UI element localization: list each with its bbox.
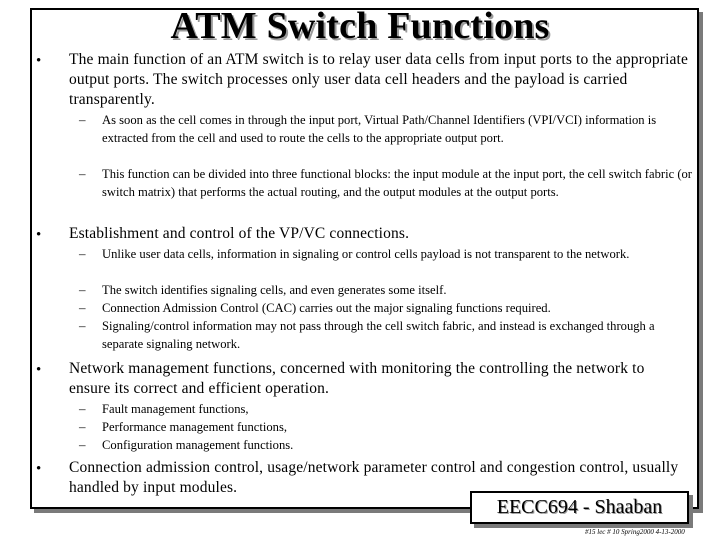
dash-marker: – [79, 437, 86, 452]
bullet-marker: • [36, 53, 42, 69]
dash-marker: – [79, 318, 86, 333]
sub-bullet-text: This function can be divided into three functional blocks: the input module at the input port, the cell switch fabric (or switch matrix) that performs the actual routing, and the output modules at the output ports. [102, 167, 692, 199]
bullet-marker: • [36, 227, 42, 243]
dash-marker: – [79, 282, 86, 297]
bullet-marker: • [36, 461, 42, 477]
dash-marker: – [79, 419, 86, 434]
dash-marker: – [79, 401, 86, 416]
dash-marker: – [79, 246, 86, 261]
slide-footer: #15 lec # 10 Spring2000 4-13-2000 [585, 528, 685, 536]
bullet-text: Establishment and control of the VP/VC connections. [69, 225, 410, 242]
sub-bullet-text: Signaling/control information may not pass through the cell switch fabric, and instead is exchanged through a separate signaling network. [102, 319, 655, 351]
dash-marker: – [79, 166, 86, 181]
dash-marker: – [79, 112, 86, 127]
slide-title: ATM Switch Functions [170, 5, 550, 47]
sub-bullet-text: Performance management functions, [102, 420, 287, 434]
dash-marker: – [79, 300, 86, 315]
sub-bullet-text: Unlike user data cells, information in signaling or control cells payload is not transparent to the network. [102, 247, 630, 261]
bullet-text: Network management functions, concerned with monitoring the controlling the network to ensure its correct and efficient operation. [69, 360, 645, 397]
sub-bullet-text: Fault management functions, [102, 402, 249, 416]
bullet-text: The main function of an ATM switch is to relay user data cells from input ports to the appropriate output ports. The switch processes only user data cell headers and the payload is carried transparently. [69, 51, 689, 108]
bullet-text: Connection admission control, usage/network parameter control and congestion control, usually handled by input modules. [69, 459, 679, 496]
sub-bullet-text: Connection Admission Control (CAC) carries out the major signaling functions required. [102, 301, 551, 315]
bullet-marker: • [36, 362, 42, 378]
sub-bullet-text: As soon as the cell comes in through the input port, Virtual Path/Channel Identifiers (VPI/VCI) information is extracted from the cell and used to route the cells to the appropriate output port. [102, 113, 657, 145]
sub-bullet-text: The switch identifies signaling cells, and even generates some itself. [102, 283, 447, 297]
sub-bullet-text: Configuration management functions. [102, 438, 294, 452]
course-badge: EECC694 - Shaaban [470, 491, 689, 524]
